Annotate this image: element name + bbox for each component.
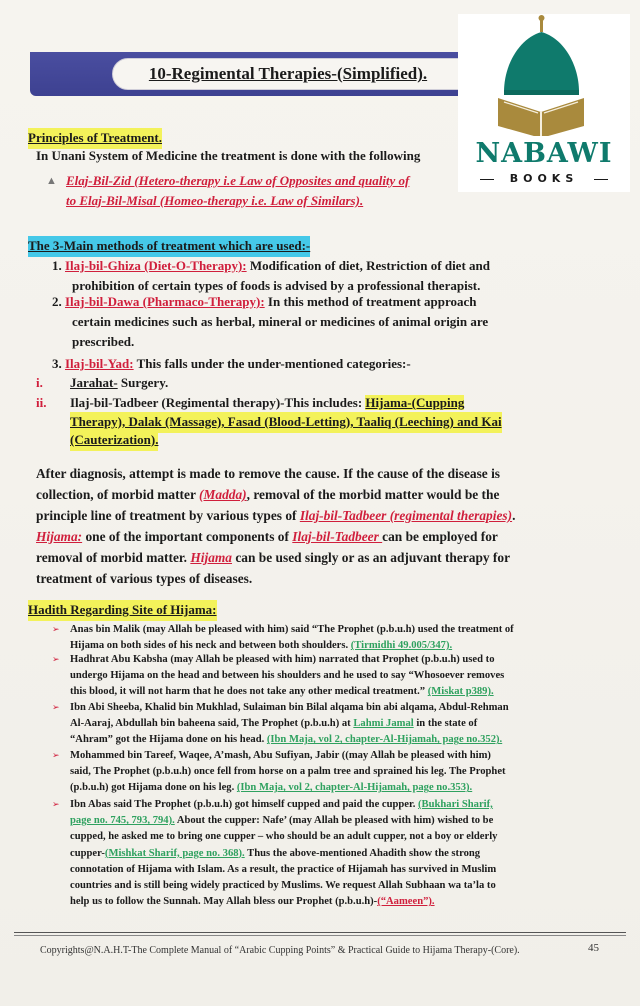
hadith-line (70, 780, 506, 796)
logo-subtitle: BOOKS (480, 172, 608, 185)
hadith-line: connotation of Hijama with Islam. As a result, the practice of Hijamah has survived in Muslim (70, 863, 497, 875)
hadith-reference: (Bukhari Sharif, (418, 799, 493, 810)
diagnosis-line6: treatment of various types of diseases. (36, 571, 253, 586)
hadith-text: Hijama on both sides of his neck and between both shoulders. (70, 640, 351, 652)
hadith-text: Ibn Abas said The Prophet (p.b.u.h) got himself cupped and paid the cupper. (70, 799, 419, 810)
tadbeer-term: Ilaj-bil-Tadbeer (292, 529, 383, 544)
hadith-line (70, 797, 497, 813)
page-number: 45 (588, 942, 599, 954)
diagnosis-text: . (512, 508, 516, 523)
method-1-num: 1. (52, 258, 62, 273)
footer-copyright: Copyrights@N.A.H.T-The Complete Manual of “Arabic Cupping Points” & Practical Guide to Hijama Therapy-(Core). (40, 945, 520, 956)
hadith-line (70, 716, 509, 732)
principles-heading: Principles of Treatment. (28, 128, 162, 149)
arrow-bullet-icon: ➢ (52, 799, 60, 809)
nabawi-books-logo (458, 14, 630, 192)
hadith-line (70, 813, 497, 829)
hadith-text: About the cupper: Nafe’ (may Allah be pleased with him) wished to be (174, 815, 494, 827)
hijama-term: Hijama (190, 550, 233, 565)
hadith-reference: (Ibn Maja, vol 2, chapter-Al-Hijamah, page no.352). (266, 734, 503, 746)
hadith-reference: (Miskat p389). (427, 686, 494, 698)
hadith-text: Al-Aaraj, Abdullah bin baheena said, The Prophet (p.b.u.h) at (70, 718, 354, 730)
sub-item-ii-num: ii. (36, 395, 47, 410)
tadbeer-term: Ilaj-bil-Tadbeer (regimental therapies) (299, 508, 513, 523)
method-1-name: Ilaj-bil-Ghiza (Diet-O-Therapy): (65, 258, 247, 273)
method-2-line3: prescribed. (72, 334, 135, 349)
method-2-num: 2. (52, 294, 62, 309)
principles-bullet-line1: Elaj-Bil-Zid (Hetero-therapy i.e Law of Opposites and quality of (66, 173, 410, 188)
hadith-reference: (Tirmidhi 49.005/347). (350, 640, 453, 652)
method-1 (52, 256, 490, 277)
hadith-line: cupped, he asked me to bring one cupper – who should be an adult cupper, not a boy or elderly (70, 831, 498, 843)
method-1-line2: prohibition of certain types of foods is advised by a professional therapist. (72, 278, 481, 293)
method-1-text: Modification of diet, Restriction of diet and (246, 258, 490, 273)
sub-item-i (36, 373, 168, 394)
hadith-text: this blood, it will not harm that he does not take any other medical treatment.” (70, 686, 428, 698)
hadith-heading: Hadith Regarding Site of Hijama: (28, 600, 217, 621)
hadith-reference: page no. 745, 793, 794). (70, 815, 175, 827)
method-2-name: Ilaj-bil-Dawa (Pharmaco-Therapy): (65, 294, 265, 309)
hadith-text: (p.b.u.h) got Hijama done on his leg. (70, 782, 237, 794)
hadith-1 (70, 622, 514, 654)
method-2 (52, 292, 477, 313)
diagnosis-text: , removal of the morbid matter would be the (246, 487, 500, 502)
hadith-4 (70, 748, 506, 797)
diagnosis-paragraph (36, 463, 576, 589)
hadith-line (70, 894, 497, 910)
sub-item-ii-highlight1: Hijama-(Cupping (365, 395, 465, 410)
principles-bullet-line2: to Elaj-Bil-Misal (Homeo-therapy i.e. Law of Similars). (66, 193, 364, 208)
aameen-text: (“Aameen”). (377, 896, 435, 908)
footer-divider (14, 935, 626, 936)
hadith-line: Mohammed bin Tareef, Waqee, A’mash, Abu Sufiyan, Jabir ((may Allah be pleased with him) (70, 750, 491, 761)
arrow-bullet-icon: ➢ (52, 702, 60, 712)
method-2-text: In this method of treatment approach (264, 294, 477, 309)
hadith-line: undergo Hijama on the head and between his shoulders and he used to say “Whosoever removes (70, 670, 505, 682)
dome-book-icon (458, 14, 630, 136)
principles-intro: In Unani System of Medicine the treatment is done with the following (36, 148, 421, 163)
sub-item-ii-highlight3: (Cauterization). (70, 430, 158, 451)
hadith-line: Ibn Abi Sheeba, Khalid bin Mukhlad, Sulaiman bin Bilal alqama bin abi alqama, Abdul-Rehman (70, 702, 509, 713)
hadith-reference: (Ibn Maja, vol 2, chapter-Al-Hijamah, page no.353). (236, 782, 473, 794)
diagnosis-text: can be employed for (382, 529, 498, 544)
diagnosis-line2 (36, 484, 576, 505)
sub-item-ii-text: Ilaj-bil-Tadbeer (Regimental therapy)-This includes: (70, 395, 363, 410)
hadith-line: Anas bin Malik (may Allah be pleased with him) said “The Prophet (p.b.u.h) used the treatment of (70, 624, 514, 635)
footer-divider (14, 932, 626, 933)
method-3-text: This falls under the under-mentioned categories:- (133, 356, 411, 371)
page-title: 10-Regimental Therapies-(Simplified). (112, 58, 464, 90)
arrow-bullet-icon: ➢ (52, 654, 60, 664)
hadith-text: Thus the above-mentioned Ahadith show the strong (244, 847, 481, 859)
hadith-line: countries and is still being widely practiced by Muslims. We request Allah Subhaan wa ta’la to (70, 880, 496, 892)
arrow-bullet-icon: ➢ (52, 750, 60, 760)
madda-term: (Madda) (199, 487, 247, 502)
hadith-reference: (Mishkat Sharif, page no. 368). (104, 847, 245, 859)
sub-item-i-name: Jarahat- (70, 375, 118, 390)
sub-item-i-text: Surgery. (117, 375, 169, 390)
sub-item-i-num: i. (36, 375, 43, 390)
diagnosis-text: removal of morbid matter. (36, 550, 191, 565)
diagnosis-line1: After diagnosis, attempt is made to remove the cause. If the cause of the disease is (36, 466, 501, 481)
diagnosis-line5 (36, 547, 576, 568)
hadith-reference: Lahmi Jamal (353, 718, 414, 730)
diagnosis-line3 (36, 505, 576, 526)
sub-item-ii (36, 393, 464, 414)
hadith-text: help us to follow the Sunnah. May Allah bless our Prophet (p.b.u.h)- (70, 896, 378, 908)
hadith-text: “Ahram” got the Hijama done on his head. (70, 734, 267, 746)
hadith-3 (70, 700, 509, 749)
methods-heading: The 3-Main methods of treatment which are used:- (28, 236, 310, 257)
method-3-num: 3. (52, 356, 62, 371)
method-3 (52, 354, 411, 375)
diagnosis-line4 (36, 526, 576, 547)
diagnosis-text: collection, of morbid matter (36, 487, 200, 502)
hadith-5 (70, 797, 497, 910)
hadith-line (70, 846, 497, 862)
diagnosis-text: can be used singly or as an adjuvant therapy for (232, 550, 511, 565)
pointer-icon: ▲ (46, 175, 57, 187)
hijama-term: Hijama: (36, 529, 83, 544)
hadith-line (70, 684, 504, 700)
arrow-bullet-icon: ➢ (52, 624, 60, 634)
hadith-text: in the state of (413, 718, 478, 730)
logo-name: NABAWI (475, 138, 613, 169)
hadith-line: Hadhrat Abu Kabsha (may Allah be pleased with him) narrated that Prophet (p.b.u.h) used to (70, 654, 495, 665)
hadith-text: cupper- (70, 847, 105, 859)
method-2-line2: certain medicines such as herbal, mineral or medicines of animal origin are (72, 314, 489, 329)
method-3-name: Ilaj-bil-Yad: (65, 356, 134, 371)
hadith-2 (70, 652, 504, 701)
diagnosis-text: one of the important components of (82, 529, 293, 544)
hadith-line (70, 732, 509, 748)
diagnosis-text: principle line of treatment by various types of (36, 508, 300, 523)
sub-item-ii-highlight2: Therapy), Dalak (Massage), Fasad (Blood-Letting), Taaliq (Leeching) and Kai (70, 412, 502, 433)
hadith-line: said, The Prophet (p.b.u.h) once fell from horse on a palm tree and sprained his leg. The Prophet (70, 766, 506, 778)
